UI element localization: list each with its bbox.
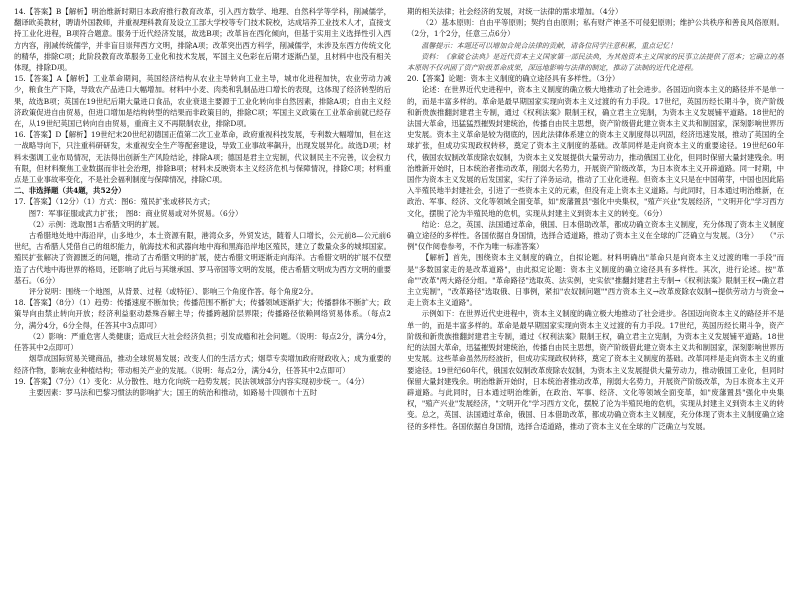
right-paragraph: 期的相关法律；社会经济的发展，对统一法律的需求增加。（4分） <box>407 7 623 16</box>
left-column <box>14 6 391 598</box>
right-paragraph: （2）基本原则：自由平等原则；契约自由原则；私有财产神圣不可侵犯原则；维护公共秩序和善良风俗原则。（2分，1个2分，任意三点6分） <box>407 18 784 39</box>
left-paragraph: 主要因素：罗马法和巴黎习惯法的影响扩大；国王的统治和推动，如路易十四颁布十五时 <box>28 387 318 397</box>
right-paragraph: 温馨提示：本题还可以增加合规合法律的贡献，请各位同学注意积累，重点记忆！ <box>421 40 677 50</box>
right-paragraph: 【解析】首先，围绕资本主义制度的确立，自拟论题。材料明确出"革命只是向资本主义过渡的唯一手段"而是"多数国家走的是改革道路"，由此拟定论题：资本主义制度的确立途径具有多样性。其次，进行论述。按"革命""改革"两大路径分组。"革命路径"选取英、法实例，史实依"推翻封建君主专制→《权利法案》限制王权→确立君主立宪制"，"改革路径"选取俄、日事例，紧扣"农奴制问题""西方资本主义→改革废除农奴制→提供劳动力与资金→走上资本主义道路"。 <box>407 253 784 308</box>
right-paragraph: 示例如下：在世界近代史进程中，资本主义制度的确立极大地推动了社会进步。各国迈向资本主义的路径并不是单一的，而是丰富多样的。革命是最早期国家实现向资本主义过渡的有力手段。17世纪，英国历经长期斗争，资产阶级和新贵族推翻封建君主专制，通过《权利法案》限制王权，确立君主立宪制，为资本主义发展铺平道路。18世纪的法国大革命，迅猛摧毁封建统治，传播自由民主思想，资产阶级借此建立资本主义共和制国家，深刻影响世界历史发展。这些革命虽然历经波折，但成功实现政权转移，奠定了资本主义制度的基础。改革同样是走向资本主义的重要途径。19世纪60年代，俄国农奴制改革废除农奴制，为资本主义发展提供大量劳动力，推动俄国工业化，但同时保留大量封建残余。明治维新开始时，日本统治者推动改革，削弱大名势力，开展资产阶级改革，为日本资本主义开辟道路。与此同时，日本通过明治维新，在政治、军事、经济、文化等领域全面变革，如"废藩置县"强化中央集权，"殖产兴业"发展经济，"文明开化"学习西方文化，摆脱了沦为半殖民地的危机，实现从封建主义到资本主义的转变。总之，英国、法国通过革命，俄国、日本借助改革，都成功确立资本主义制度，充分体现了资本主义制度确立途径的多样性。各国依据自身国情，选择合适道路，推动了资本主义在全球的广泛确立与发展。 <box>407 309 784 431</box>
right-paragraph: 20.【答案】论题：资本主义制度的确立途径具有多样性。（3分） <box>407 74 620 84</box>
left-paragraph: （2）示例：选取图1古希腊文明的扩展。 <box>28 219 164 229</box>
left-paragraph: 烟草成国际贸易关键商品，推动全球贸易发展；改变人们的生活方式；烟草专卖增加政府财政收入；成为重要的经济作物，影响农业种植结构；带动相关产业的发展。（说明：每点2分，满分4分，任答其中2点即可） <box>14 354 391 375</box>
left-paragraph: 图7：军事征服或武力扩张； 图8：商业贸易或对外贸易。（6分） <box>28 208 243 218</box>
left-paragraph: （2）影响：严重危害人类健康；造成巨大社会经济负担；引发成瘾和社会问题。（说明：每点2分，满分4分，任答其中2点即可） <box>14 331 391 353</box>
left-paragraph: 古希腊地处地中海沿岸，山多地少，本土资源有限，港湾众多，外贸发达，随着人口增长，公元前8—公元前6世纪，古希腊人凭借自己的组织能力，航海技术和武器向地中海和黑海沿岸地区殖民，建立了数量众多的城邦国家。殖民扩张解决了资源匮乏的问题，推动了古希腊文明的扩展，使古希腊文明逐渐走向海洋。古希腊文明的扩展不仅塑造了古代地中海世界的格局，还影响了此后与其继承国、罗马帝国等文明的发展，使古希腊文明成为西方文明的重要基石。（6分） <box>14 231 391 285</box>
right-paragraph: 资料：《拿破仑法典》是近代资本主义国家第一部民法典，为其他资本主义国家的民事立法提供了范本；它确立的基本原则不仅巩固了资产阶级革命成果，深远地影响与法律的制定，推动了法制的近代化进程。 <box>407 51 784 73</box>
left-paragraph: 二、非选择题（共4题，共52分） <box>14 186 126 196</box>
right-paragraph: 论述：在世界近代史进程中，资本主义制度的确立极大地推动了社会进步。各国迈向资本主义的路径并不是单一的，而是丰富多样的。革命是最早期国家实现向资本主义过渡的有力手段。17世纪，英国历经长期斗争，资产阶级和新贵族推翻封建君主专制，通过《权利法案》限制王权，确立君主立宪制，为资本主义发展铺平道路。18世纪的法国大革命，迅猛猛烈摧毁封建统治，传播自由民主思想，资产阶级借此建立资本主义共和制国家，深刻影响世界历史发展。资本主义革命是较为彻底的，因此法律体系建立的资本主义制度得以巩固，经济迅速发展，推动了英国的全球扩张，但成功实现政权转移，奠定了资本主义制度的基础。改革同样是走向资本主义的重要途径。19世纪60年代，俄国农奴制改革废除农奴制，为资本主义发展提供大量劳动力，推动俄国工业化，但同时保留大量封建残余。明治维新开始时，日本统治者推动改革，削弱大名势力，开展资产阶级改革，为日本资本主义开辟道路。同一时期，中国作为资本主义发展的后发国家，实行了洋务运动，推动了工业化进程。但资本主义只是在中国萌芽，中国也因此陷入半殖民地半封建社会，引进了一些资本主义的元素，但没有走上资本主义道路。与此同时，日本通过明治维新，在政治、军事、经济、文化等领域全面变革，如"废藩置县"强化中央集权，"殖产兴业"发展经济，"文明开化"学习西方文化，摆脱了沦为半殖民地的危机，实现从封建主义到资本主义的转变。（6分） <box>407 85 784 218</box>
left-paragraph: 16.【答案】D【解析】19世纪末20世纪初德国正值第二次工业革命，政府重视科技发展，专利数大幅增加，但在这一战略导向下，只注重科研研发，未重视安全生产等配套建设，导致工业事故率飙升，出现发展异化。故选D项；材料未强调工业布局情况，无法得出创新生产风险结论，排除A项；德国是君主立宪制，代议制民主不完善，议会权力有限，但材料聚焦工业数据而非社会治理，排除B项；材料未反映资本主义经济危机与保障情况，排除C项；材料重点是工业事故率变化，不是社会福利制度与保障情况，排除C项。 <box>14 130 391 185</box>
left-paragraph: 18.【答案】（8分）（1）趋势：传播速度不断加快；传播范围不断扩大；传播领域逐渐扩大；传播群体不断扩大；政策导向由禁止转向开放；经济利益驱动悬殊吞解主导；传播跨越阶层界限；传播路径依赖网络贸易体系。（每点2分，满分4分，6分全得，任答其中3点即可） <box>14 298 391 330</box>
left-paragraph: 15.【答案】A【解析】工业革命期间，英国经济结构从农业主导转向工业主导，城市化进程加快，农业劳动力减少，粮食生产下降，导致农产品进口大幅增加。材料中小麦、肉类和乳制品进口增长的表现，这体现了经济转型的后果，故选B项；英国在19世纪后期大量进口食品，农业衰退主要源于工业化转向非自然因素，排除A项；自由主义经济政策促进自由贸易，但进口增加是结构转型的结果而非政策目的，排除C项；军国主义政策在工业革命前就已经存在，从19世纪英国已转向自由贸易，重商主义不再限制农业，排除D项。 <box>14 74 391 129</box>
right-column <box>407 6 784 598</box>
left-paragraph: 14.【答案】B【解析】明治维新时期日本政府推行教育改革，引入西方数学、地理、自然科学等学科，削减儒学，翻译欧美教材，聘请外国教师，并重视理科教育及设立工部大学校等专门技术院校，达成培养工业技术人才，直接支持工业化进程，B项符合题意。服务于近代经济发展，故选B项；改革旨在西化倾向，但基于实用主义选择性引入西方内容，削减传统儒学，并非盲目崇拜西方文明，排除A项；改革突出西方科学，削减儒学，未涉及东西方传统文化的精华，排除C项；此阶段教育改革服务工业化和技术发展，军国主义色彩在后期才逐渐凸显，且材料中也没有相关体现，排除D项。 <box>14 7 391 73</box>
left-paragraph: 评分说明：围绕一个地图，从背景、过程（或特征）、影响三个角度作答。每个角度2分。 <box>28 287 319 297</box>
right-paragraph: 结论：总之，英国、法国通过革命，俄国、日本借助改革，都成功确立资本主义制度，充分体现了资本主义制度确立途径的多样性。各国依据自身国情，选择合适道路，推动了资本主义在全球的广泛确立与发展。（3分） （"示例"仅作阅卷参考，不作为唯一标准答案） <box>407 219 784 252</box>
left-paragraph: 19.【答案】（7分）（1）变化：从分散性、地方化向统一趋势发展；民法领域部分内容实现初步统一。（4分） <box>14 376 369 386</box>
left-paragraph: 17.【答案】（12分）（1）方式：图6：殖民扩张或移民方式； <box>14 197 215 207</box>
